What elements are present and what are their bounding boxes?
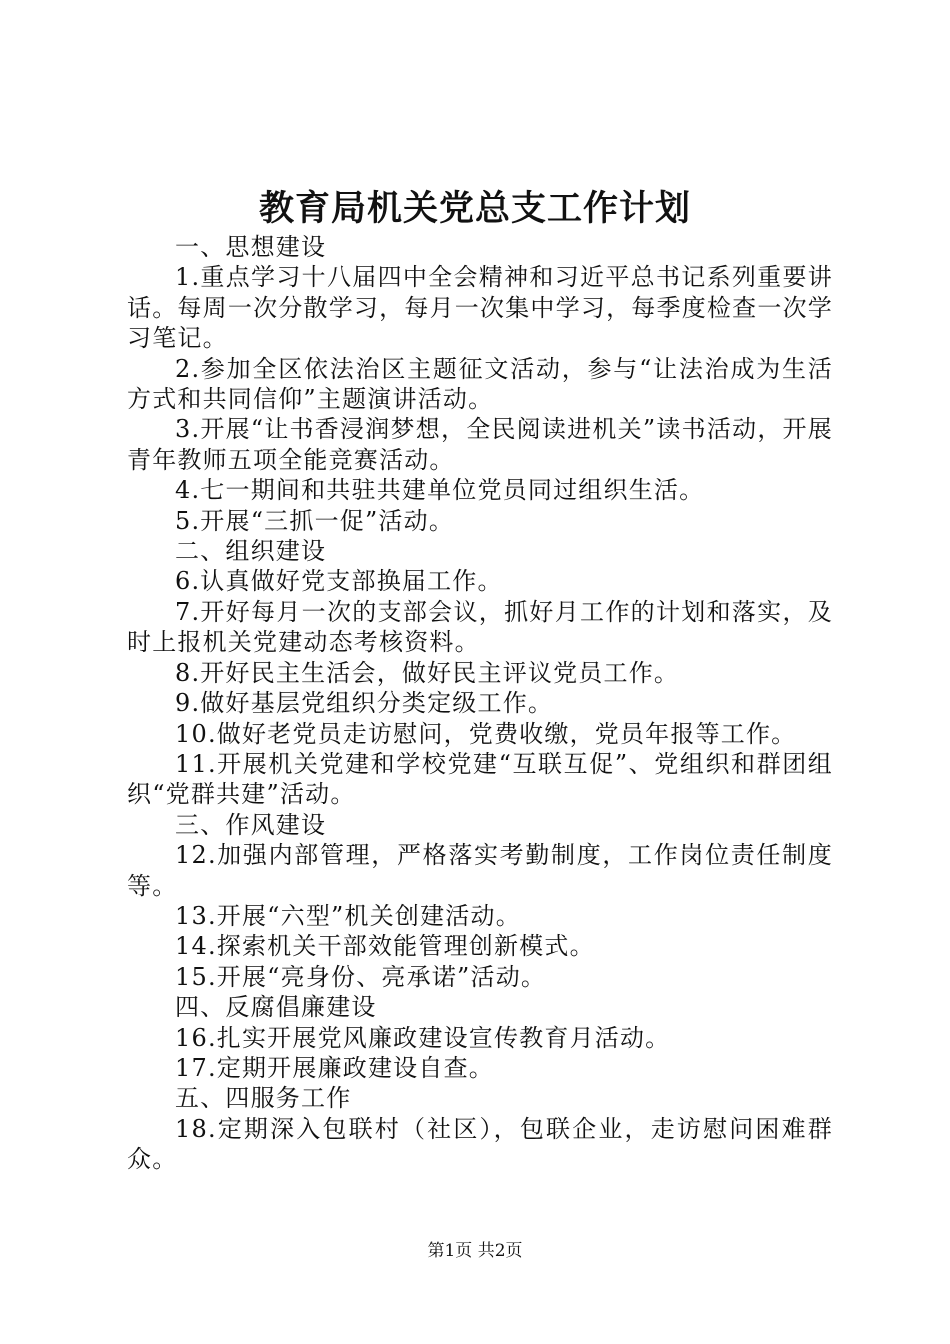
section-heading-organization: 二、组织建设 bbox=[175, 537, 327, 566]
list-item-18: 18.定期深入包联村（社区），包联企业，走访慰问困难群众。 bbox=[127, 1114, 833, 1174]
section-heading-ideology: 一、思想建设 bbox=[175, 233, 327, 261]
list-item-8: 8.开好民主生活会，做好民主评议党员工作。 bbox=[175, 658, 680, 687]
list-item-12: 12.加强内部管理，严格落实考勤制度，工作岗位责任制度等。 bbox=[127, 841, 833, 900]
list-item-2: 2.参加全区依法治区主题征文活动，参与“让法治成为生活方式和共同信仰”主题演讲活动。 bbox=[127, 354, 833, 414]
list-item-4: 4.七一期间和共驻共建单位党员同过组织生活。 bbox=[175, 476, 705, 505]
section-heading-anticorruption: 四、反腐倡廉建设 bbox=[175, 993, 377, 1022]
section-heading-conduct: 三、作风建设 bbox=[175, 810, 327, 839]
list-item-6: 6.认真做好党支部换届工作。 bbox=[175, 567, 503, 596]
page-number-footer: 第1页 共2页 bbox=[427, 1241, 523, 1261]
list-item-7: 7.开好每月一次的支部会议，抓好月工作的计划和落实，及时上报机关党建动态考核资料。 bbox=[127, 597, 833, 657]
list-item-13: 13.开展“六型”机关创建活动。 bbox=[175, 901, 521, 930]
section-heading-service: 五、四服务工作 bbox=[175, 1084, 352, 1113]
list-item-15: 15.开展“亮身份、亮承诺”活动。 bbox=[175, 962, 547, 991]
list-item-5: 5.开展“三抓一促”活动。 bbox=[175, 506, 455, 535]
list-item-1: 1.重点学习十八届四中全会精神和习近平总书记系列重要讲话。每周一次分散学习，每月一次集中学习，每季度检查一次学习笔记。 bbox=[127, 263, 833, 353]
list-item-10: 10.做好老党员走访慰问，党费收缴，党员年报等工作。 bbox=[175, 719, 797, 748]
list-item-3: 3.开展“让书香浸润梦想，全民阅读进机关”读书活动，开展青年教师五项全能竞赛活动。 bbox=[127, 415, 833, 474]
list-item-17: 17.定期开展廉政建设自查。 bbox=[175, 1053, 494, 1082]
list-item-11: 11.开展机关党建和学校党建“互联互促”、党组织和群团组织“党群共建”活动。 bbox=[127, 749, 833, 809]
list-item-9: 9.做好基层党组织分类定级工作。 bbox=[175, 689, 554, 718]
list-item-14: 14.探索机关干部效能管理创新模式。 bbox=[175, 932, 595, 961]
document-body bbox=[127, 232, 833, 1175]
list-item-16: 16.扎实开展党风廉政建设宣传教育月活动。 bbox=[175, 1023, 671, 1052]
document-title: 教育局机关党总支工作计划 bbox=[258, 188, 691, 229]
